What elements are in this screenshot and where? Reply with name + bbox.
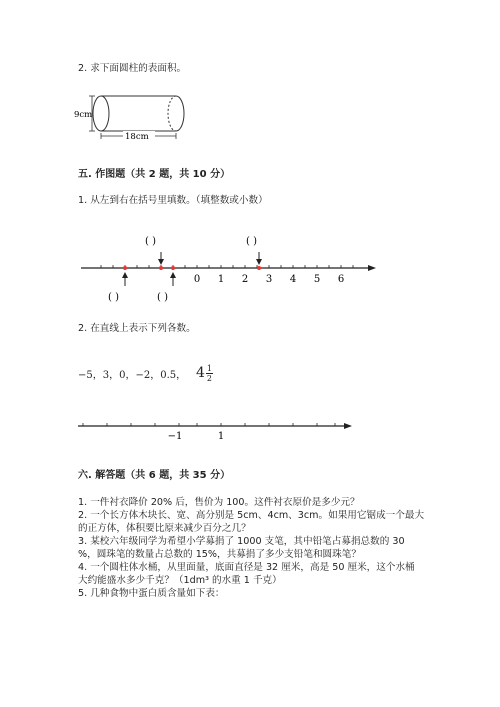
problem-line-5: %，圆珠笔的数量占总数的 15%，共募捐了多少支铅笔和圆珠笔？ <box>78 549 361 560</box>
tick-label-6: 6 <box>337 274 345 285</box>
problem-line-8: 5. 几种食物中蛋白质含量如下表： <box>78 588 225 599</box>
problem-line-4: 3. 某校六年级同学为希望小学募捐了 1000 支笔，其中铅笔占募捐总数的 30 <box>78 536 405 547</box>
mixed-fraction-part <box>206 364 213 383</box>
tick-label-2: 2 <box>241 274 249 285</box>
tick-label-3: 3 <box>265 274 273 285</box>
answer-paren-bottom-left: ( ) <box>108 292 119 303</box>
problem-line-3: 的正方体，体积要比原来减少百分之几？ <box>78 523 251 534</box>
tick-label-4: 4 <box>289 274 297 285</box>
number-line-fill-prompt: 1. 从左到右在括号里填数。（填整数或小数） <box>78 195 268 206</box>
fraction-denominator: 2 <box>206 373 213 383</box>
cylinder-length-label: 18cm <box>125 132 149 142</box>
problem-line-1: 1. 一件衬衣降价 20% 后，售价为 100。这件衬衣原价是多少元？ <box>78 497 360 508</box>
fraction-numerator: 1 <box>206 363 213 373</box>
tick-label-plus-1: 1 <box>217 431 225 442</box>
tick-label-5: 5 <box>313 274 321 285</box>
tick-label-0: 0 <box>193 274 201 285</box>
answer-paren-bottom-right: ( ) <box>157 292 168 303</box>
tick-label-1: 1 <box>217 274 225 285</box>
numbers-to-plot: −5，3，0，−2，0.5， <box>78 370 187 381</box>
arrow-down-icon <box>158 259 164 265</box>
tick-label-minus-1: −1 <box>167 431 183 442</box>
answer-paren-top-left: ( ) <box>145 236 156 247</box>
arrow-down-icon <box>256 259 262 265</box>
answer-paren-top-right: ( ) <box>246 236 257 247</box>
mixed-fraction <box>196 360 213 386</box>
number-line-fill <box>70 228 390 308</box>
marked-point <box>257 266 261 270</box>
cylinder-figure <box>70 88 190 146</box>
problem-line-2: 2. 一个长方体木块长、宽、高分别是 5cm、4cm、3cm。如果用它锯成一个最大 <box>78 510 425 521</box>
axis-arrow-icon <box>344 423 352 429</box>
problem-line-6: 4. 一个圆柱体水桶，从里面量，底面直径是 32 厘米，高是 50 厘米，这个水桶 <box>78 562 415 573</box>
problem-line-7: 大约能盛水多少千克？（1dm³ 的水重 1 千克） <box>78 575 282 586</box>
arrow-up-icon <box>170 272 176 278</box>
marked-point <box>159 266 163 270</box>
arrow-up-icon <box>122 272 128 278</box>
section-5-heading: 五. 作图题（共 2 题，共 10 分） <box>78 169 231 180</box>
marked-point <box>123 266 127 270</box>
plot-numbers-prompt: 2. 在直线上表示下列各数。 <box>78 323 196 334</box>
section-6-heading: 六. 解答题（共 6 题，共 35 分） <box>78 470 231 481</box>
marked-point <box>171 266 175 270</box>
axis-arrow-icon <box>368 265 376 271</box>
mixed-fraction-whole: 4 <box>196 365 205 381</box>
cylinder-question-prompt: 2. 求下面圆柱的表面积。 <box>78 63 187 74</box>
number-line-plot <box>70 416 360 446</box>
cylinder-height-label: 9cm <box>74 110 93 120</box>
